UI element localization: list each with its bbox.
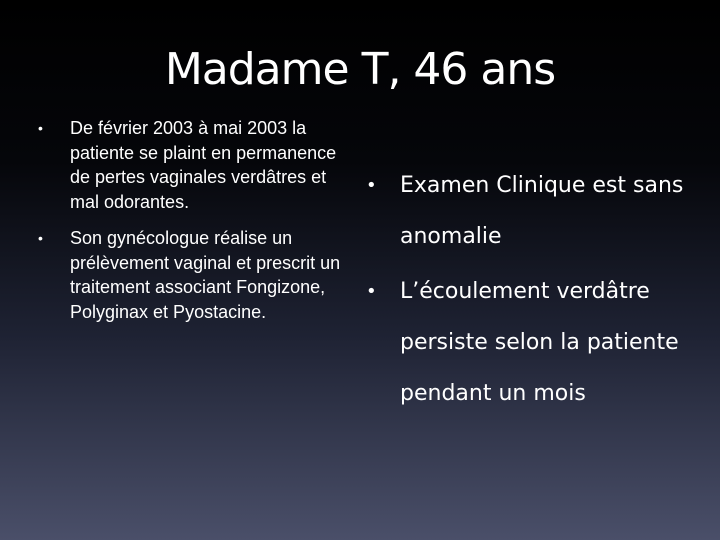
right-bullet-text: Examen Clinique est sans anomalie [400,173,684,249]
bullet-icon: • [366,281,377,302]
left-bullet-item [38,116,348,214]
left-bullet-list [38,116,348,336]
right-bullet-item [366,160,696,262]
right-bullet-list [366,160,696,423]
left-bullet-text: Son gynécologue réalise un prélèvement vaginal et prescrit un traitement associant Fongizone, Polyginax et Pyostacine. [70,228,341,322]
left-bullet-text: De février 2003 à mai 2003 la patiente se plaint en permanence de pertes vaginales verdâtres et mal odorantes. [70,118,337,212]
bullet-icon: • [38,230,43,246]
slide-title: Madame T, 46 ans [164,44,556,95]
right-bullet-item [366,266,696,419]
left-bullet-item [38,226,348,324]
bullet-icon: • [38,120,43,136]
bullet-icon: • [366,175,377,196]
right-bullet-text: L’écoulement verdâtre persiste selon la patiente pendant un mois [400,279,679,406]
